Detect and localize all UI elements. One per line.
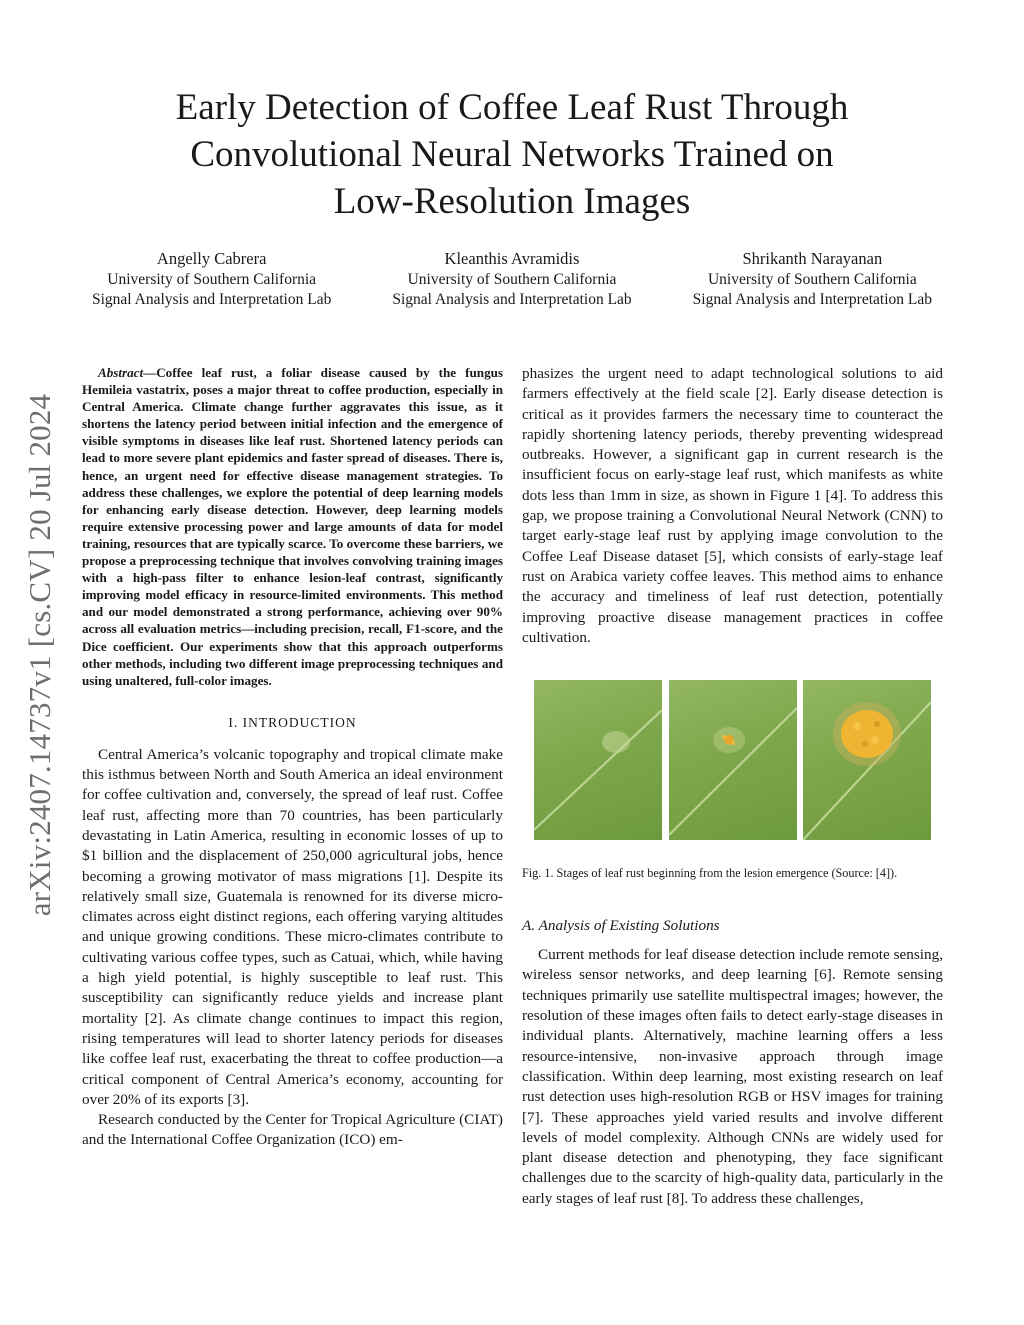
author-list (92, 249, 932, 311)
section-heading-introduction: I. INTRODUCTION (228, 714, 357, 730)
abstract-label: Abstract (98, 365, 144, 380)
author-block (92, 249, 331, 311)
arxiv-sidebar-identifier (18, 365, 62, 945)
author-block (693, 249, 932, 311)
arxiv-id-text: arXiv:2407.14737v1 [cs.CV] 20 Jul 2024 (22, 393, 57, 917)
figure-1-caption: Fig. 1. Stages of leaf rust beginning from the lesion emergence (Source: [4]). (522, 866, 898, 881)
leaf-image-stage-3 (803, 680, 931, 840)
title-line: Early Detection of Coffee Leaf Rust Through (175, 87, 849, 128)
abstract (82, 364, 503, 689)
leaf-image-stage-2 (669, 680, 797, 840)
existing-solutions-paragraph: Current methods for leaf disease detection include remote sensing, wireless sensor networks, and deep learning [6]. Remote sensing techniques primarily use satellite multispectral images; however, the resolution of these images often fails to detect early-stage diseases in individual plants. Alternatively, machine learning offers a less resource-intensive, non-invasive approach through image classification. Within deep learning, most existing research on leaf rust detection uses high-resolution RGB or HSV images for training [7]. These approaches yield varied results and involve different levels of model complexity. Although CNNs are widely used for plant disease detection and phenotyping, they face significant challenges due to the scarcity of high-quality data, particularly in the early stages of leaf rust [8]. To address these challenges, (522, 946, 943, 1207)
title-line: Convolutional Neural Networks Trained on (190, 134, 834, 175)
author-name: Angelly Cabrera (156, 249, 267, 268)
author-name: Kleanthis Avramidis (444, 249, 580, 268)
author-name: Shrikanth Narayanan (742, 249, 883, 268)
leaf-image-stage-1 (534, 680, 662, 840)
paper-title (100, 84, 924, 225)
intro-paragraph-2-start: Research conducted by the Center for Tropical Agriculture (CIAT) and the International Coffee Organization (ICO) em- (82, 1111, 503, 1149)
right-column (522, 364, 943, 1209)
author-lab: Signal Analysis and Interpretation Lab (392, 291, 632, 308)
abstract-text: —Coffee leaf rust, a foliar disease caused by the fungus Hemileia vastatrix, poses a major threat to coffee production, especially in Central America. Climate change further aggravates this issue, as it shortens the latency period between initial infection and the emergence of visible symptoms in diseases like leaf rust. Shortened latency periods can lead to more severe plant epidemics and faster spread of diseases. There is, hence, an urgent need for effective disease management strategies. To address these challenges, we explore the potential of deep learning models for enhancing early disease detection. However, deep learning models require extensive processing power and large amounts of data for model training, resources that are typically scarce. To overcome these barriers, we propose a preprocessing technique that involves convolving training images with a high-pass filter to enhance lesion-leaf contrast, significantly improving model efficacy in resource-limited environments. This method and our model demonstrated a strong performance, achieving over 90% across all evaluation metrics—including precision, recall, F1-score, and the Dice coefficient. Our experiments show that this approach outperforms other methods, including two different image preprocessing techniques and using unaltered, full-color images. (82, 365, 503, 688)
author-lab: Signal Analysis and Interpretation Lab (692, 291, 932, 308)
author-affiliation: University of Southern California (407, 270, 617, 288)
left-column (82, 364, 503, 1151)
author-lab: Signal Analysis and Interpretation Lab (92, 291, 332, 308)
subsection-heading-existing-solutions: A. Analysis of Existing Solutions (522, 917, 720, 935)
author-affiliation: University of Southern California (107, 270, 317, 288)
title-line: Low-Resolution Images (333, 181, 691, 222)
author-affiliation: University of Southern California (707, 270, 917, 288)
figure-1 (534, 680, 931, 840)
author-block (392, 249, 631, 311)
intro-paragraph-2-continued: phasizes the urgent need to adapt technological solutions to aid farmers effectively at the field scale [2]. Early disease detection is critical as it provides farmers the necessary time to counteract the rapidly shortening latency periods, thereby preventing widespread outbreaks. However, a significant gap in current research is the insufficient focus on early-stage leaf rust, which manifests as white dots less than 1mm in size, as shown in Figure 1 [4]. To address this gap, we propose training a Convolutional Neural Network (CNN) to target early-stage leaf rust by applying image convolution to the Coffee Leaf Disease dataset [5], which consists of early-stage leaf rust on Arabica variety coffee leaves. This method aims to enhance the accuracy and timeliness of leaf rust detection, potentially improving proactive disease management practices in coffee cultivation. (522, 365, 943, 646)
intro-paragraph-1: Central America’s volcanic topography and tropical climate make this isthmus between North and South America an ideal environment for coffee cultivation and, conversely, the spread of leaf rust. Coffee leaf rust, affecting more than 70 countries, has been particularly devastating in Latin America, resulting in economic losses of up to $1 billion and the displacement of 250,000 agricultural jobs, hence becoming a growing motivator of mass migrations [1]. Despite its relatively small size, Guatemala is renowned for its diverse micro-climates across eight distinct regions, each offering varying altitudes and unique growing conditions. These micro-climates contribute to cultivating various coffee types, such as Catuai, which, while having a high yield potential, is highly susceptible to leaf rust. This susceptibility can significantly reduce yields and increase plant mortality [2]. As climate change continues to impact this region, rising temperatures will lead to shorter latency periods for diseases like coffee leaf rust, exacerbating the threat to coffee production—a critical component of Central America’s economy, accounting for over 20% of its exports [3]. (82, 745, 503, 1108)
